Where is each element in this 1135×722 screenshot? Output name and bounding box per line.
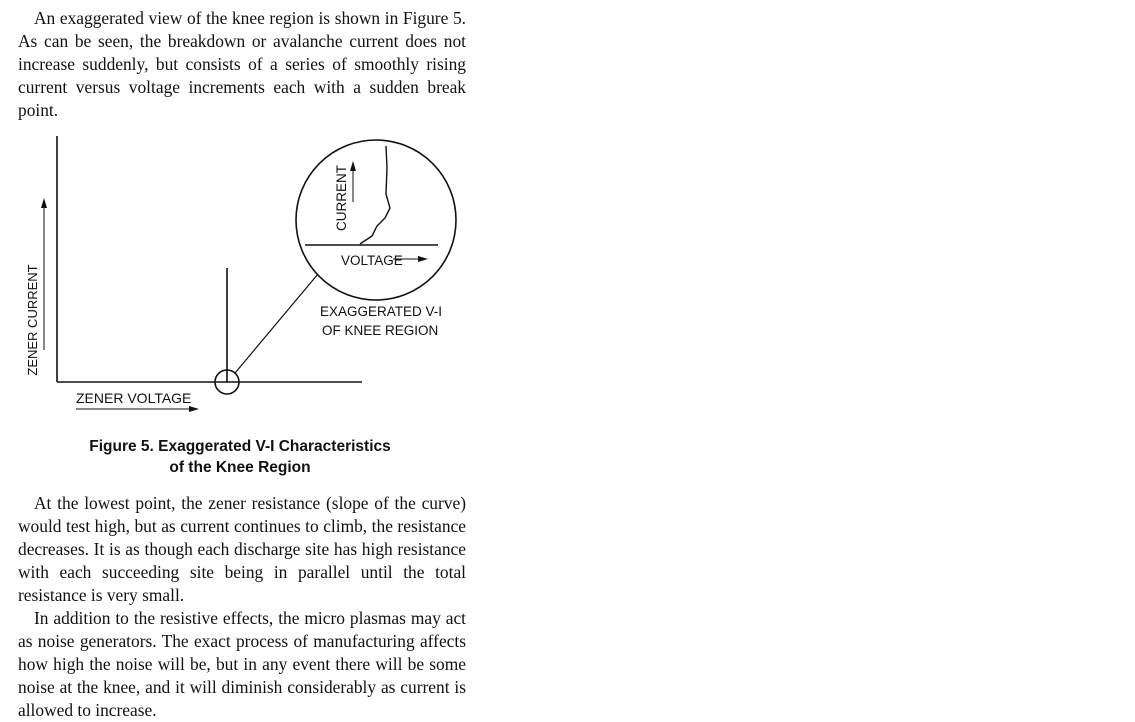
paragraph-intro: An exaggerated view of the knee region is shown in Figure 5. As can be seen, the breakdown or avalanche current does not increase suddenly, but consists of a series of smoothly rising current versus voltage increments each with a sudden break point. [18, 8, 466, 120]
inset-voltage-label: VOLTAGE [341, 253, 403, 268]
zener-voltage-label: ZENER VOLTAGE [76, 390, 192, 406]
caption-line-2: of the Knee Region [169, 459, 311, 476]
paragraph-resistance: At the lowest point, the zener resistance (slope of the curve) would test high, but as current continues to climb, the resistance decreases. It is as though each discharge site has high resistance with each succeeding site being in parallel until the total resistance is very small. [18, 493, 466, 605]
inset-knee-curve [360, 146, 390, 244]
paragraph-noise: In addition to the resistive effects, the micro plasmas may act as noise generators. The exact process of manufacturing affects how high the noise will be, but in any event there will be some noise at the knee, and it will diminish considerably as current is allowed to increase. [18, 608, 466, 720]
inset-current-label: CURRENT [334, 165, 349, 231]
callout-text-line-1: EXAGGERATED V-I [320, 304, 443, 319]
x-label-arrowhead [189, 406, 199, 412]
figure-5 [0, 128, 1135, 428]
y-label-arrowhead [41, 198, 47, 208]
inset-circle [296, 140, 456, 300]
caption-line-1: Figure 5. Exaggerated V-I Characteristics [89, 438, 391, 455]
zener-current-label: ZENER CURRENT [25, 264, 40, 376]
callout-connector [235, 274, 318, 373]
figure-5-diagram [0, 128, 1135, 428]
figure-caption [60, 436, 420, 478]
inset-voltage-arrowhead [418, 256, 428, 262]
inset-current-arrowhead [350, 161, 356, 171]
callout-text-line-2: OF KNEE REGION [322, 323, 439, 338]
